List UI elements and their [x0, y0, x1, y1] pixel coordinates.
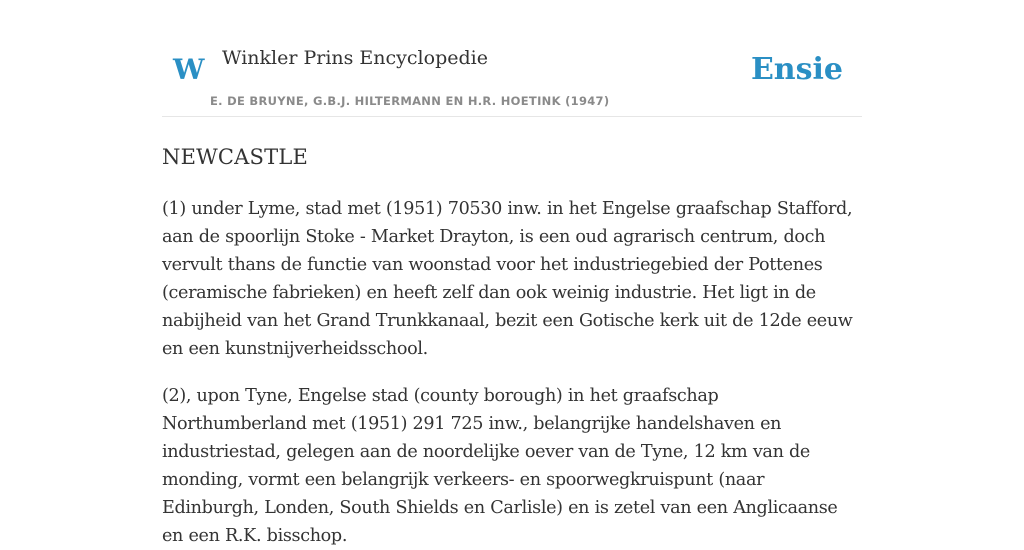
work-title-link[interactable]: Winkler Prins Encyclopedie [222, 47, 488, 69]
work-header [162, 0, 862, 117]
page-content [162, 0, 862, 546]
entry-paragraph-1: (1) under Lyme, stad met (1951) 70530 inw. in het Engelse graafschap Stafford, aan de spoorlijn Stoke - Market Drayton, is een oud agrarisch centrum, doch vervult thans de functie van woonstad voor het industriegebied der Pottenes (ceramische fabrieken) en heeft zelf dan ook weinig industrie. Het ligt in de nabijheid van het Grand Trunkkanaal, bezit een Gotische kerk uit de 12de eeuw en een kunstnijverheidsschool. [162, 199, 853, 359]
work-logo[interactable]: W [173, 53, 205, 86]
entry-title: NEWCASTLE [162, 145, 308, 169]
work-authors: E. DE BRUYNE, G.B.J. HILTERMANN EN H.R. HOETINK (1947) [210, 94, 610, 108]
ensie-logo-link[interactable]: Ensie [750, 52, 843, 87]
entry-paragraph-2: (2), upon Tyne, Engelse stad (county borough) in het graafschap Northumberland met (1951) 291 725 inw., belangrijke handelshaven en industriestad, gelegen aan de noordelijke oever van de Tyne, 12 km van de monding, vormt een belangrijk verkeers- en spoorwegkruispunt (naar Edinburgh, Londen, South Shields en Carlisle) en is zetel van een Anglicaanse en een R.K. bisschop. [162, 386, 838, 546]
